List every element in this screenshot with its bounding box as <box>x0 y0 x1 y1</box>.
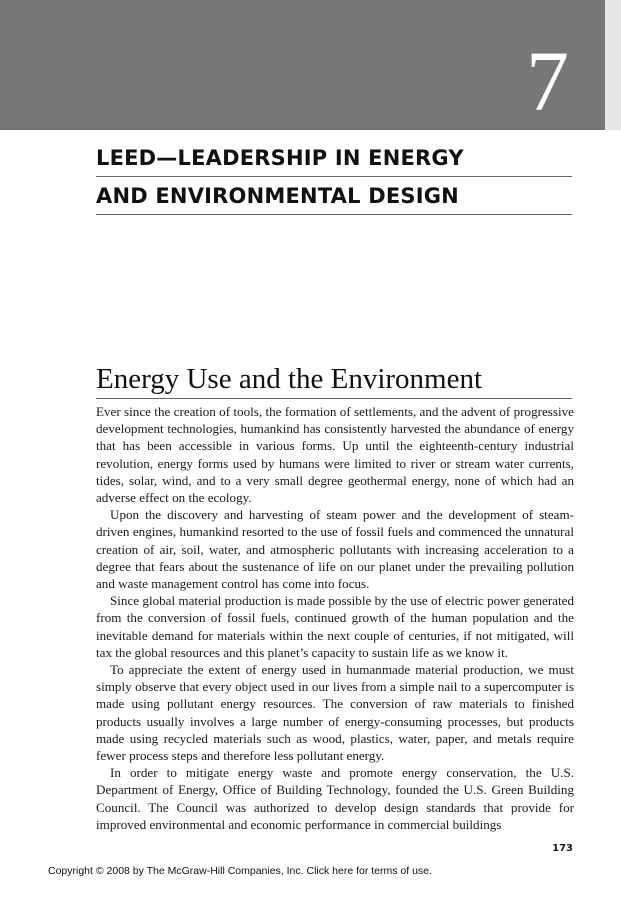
chapter-number: 7 <box>526 33 569 129</box>
paragraph: Upon the discovery and harvesting of steam power and the development of steam-driven engines, humankind resorted to the use of fossil fuels and commenced the unnatural creation of air, soil, water, and atmospheric pollutants with increasing acceleration to a degree that fears about the sustenance of life on our planet under the prevailing pollution and waste management control has come into focus. <box>96 507 574 592</box>
copyright-notice <box>48 865 432 877</box>
section-heading: Energy Use and the Environment <box>96 360 572 399</box>
copyright-text: Copyright © 2008 by The McGraw-Hill Companies, Inc. <box>48 865 307 877</box>
paragraph: Since global material production is made possible by the use of electric power generated from the conversion of fossil fuels, continued growth of the human population and the inevitable demand for materials within the next couple of centuries, if not mitigated, will tax the global resources and this planet’s capacity to sustain life as we know it. <box>96 593 574 660</box>
banner-edge-strip <box>605 0 621 130</box>
terms-of-use-link[interactable]: Click here for terms of use. <box>306 865 432 877</box>
chapter-title-line-1: LEED—LEADERSHIP IN ENERGY <box>96 146 572 177</box>
chapter-banner <box>0 0 605 130</box>
chapter-title-line-2: AND ENVIRONMENTAL DESIGN <box>96 184 572 215</box>
paragraph: In order to mitigate energy waste and promote energy conservation, the U.S. Department of Energy, Office of Building Technology, founded the U.S. Green Building Council. The Council was authorized to develop design standards that provide for improved environmental and economic performance in commercial buildings <box>96 765 574 832</box>
paragraph: To appreciate the extent of energy used in humanmade material production, we must simply observe that every object used in our lives from a simple nail to a supercomputer is made using pollutant energy resources. The conversion of raw materials to finished products usually involves a large number of energy-consuming processes, but products made using recycled materials such as wood, plastics, water, paper, and metals require fewer process steps and therefore less pollutant energy. <box>96 662 574 764</box>
page-number: 173 <box>552 843 573 854</box>
body-text <box>96 403 574 833</box>
paragraph: Ever since the creation of tools, the formation of settlements, and the advent of progressive development technologies, humankind has consistently harvested the abundance of energy that has been accessible in various forms. Up until the eighteenth-century industrial revolution, energy forms used by humans were limited to river or stream water currents, tides, solar, wind, and to a very small degree geothermal energy, none of which had an adverse effect on the ecology. <box>96 404 574 506</box>
